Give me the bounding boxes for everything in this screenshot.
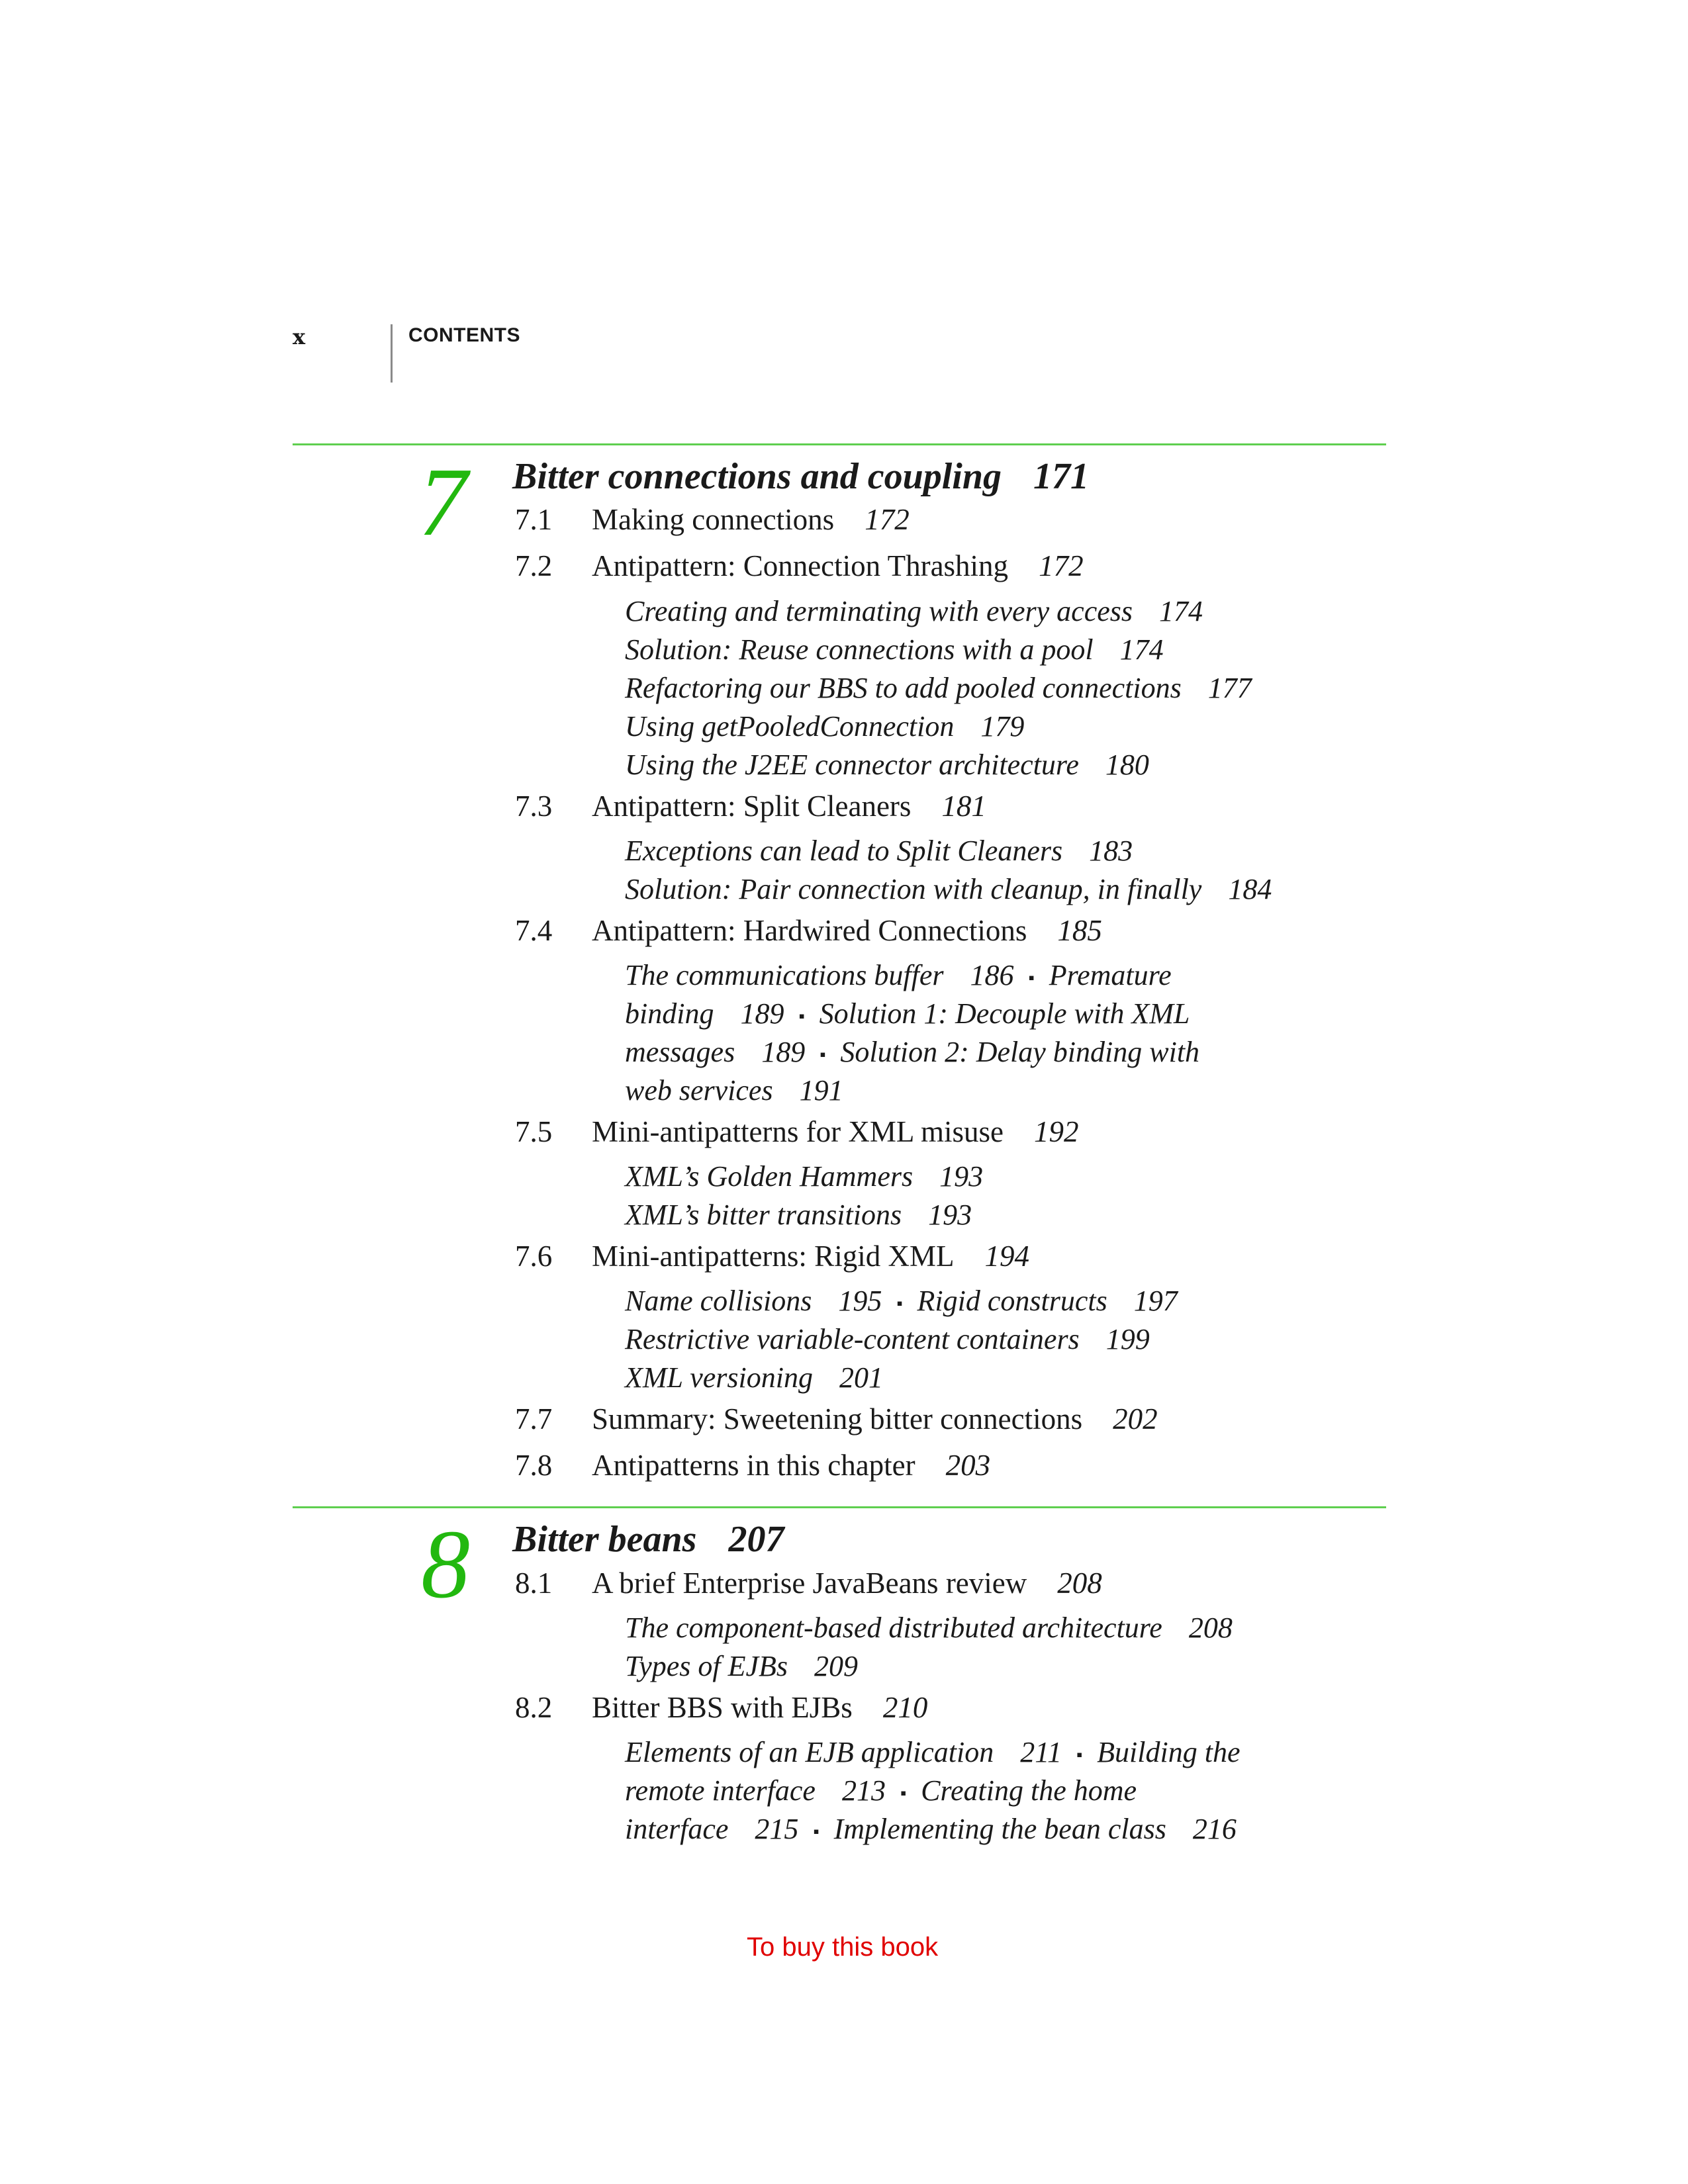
- section-title: Antipattern: Connection Thrashing: [592, 549, 1009, 582]
- subsection-title: XML’s bitter transitions: [625, 1199, 902, 1231]
- toc-subsection-run[interactable]: [625, 961, 1172, 990]
- toc-subsection[interactable]: [625, 597, 1203, 626]
- subsection-title: XML’s Golden Hammers: [625, 1160, 914, 1193]
- subsection-title: The communications buffer: [625, 959, 944, 991]
- section-number: 7.7: [515, 1402, 553, 1435]
- subsection-page: 209: [814, 1650, 859, 1682]
- toc-subsection[interactable]: [625, 875, 1272, 904]
- subsection-page: 174: [1119, 633, 1164, 666]
- subsection-title: Solution: Pair connection with cleanup, in finally: [625, 873, 1202, 905]
- subsection-title: Using getPooledConnection: [625, 710, 955, 743]
- chapter-7-title[interactable]: [512, 458, 1089, 495]
- toc-section[interactable]: [515, 1451, 990, 1480]
- section-number: 8.1: [515, 1567, 553, 1600]
- subsection-title: Types of EJBs: [625, 1650, 788, 1682]
- toc-section[interactable]: [515, 916, 1102, 946]
- section-title: Antipattern: Hardwired Connections: [592, 914, 1027, 947]
- chapter-8-title[interactable]: [512, 1521, 784, 1558]
- section-page: 194: [984, 1240, 1029, 1273]
- subsection-page: 201: [839, 1361, 883, 1394]
- section-title: Bitter BBS with EJBs: [592, 1691, 853, 1724]
- section-number: 7.3: [515, 790, 553, 823]
- toc-section[interactable]: [515, 792, 986, 821]
- bullet-separator: ▪: [1076, 1745, 1083, 1764]
- toc-section[interactable]: [515, 1569, 1102, 1598]
- subsection-title: Elements of an EJB application: [625, 1736, 994, 1768]
- toc-subsection[interactable]: [625, 1201, 972, 1230]
- subsection-page: 191: [799, 1074, 843, 1107]
- section-number: 7.6: [515, 1240, 553, 1273]
- subsection-title: binding: [625, 997, 714, 1030]
- header-divider: [391, 324, 393, 383]
- subsection-page: 177: [1207, 672, 1252, 704]
- section-title: Antipatterns in this chapter: [592, 1449, 915, 1482]
- running-title: CONTENTS: [408, 324, 520, 346]
- subsection-page: 208: [1188, 1612, 1233, 1644]
- subsection-page: 216: [1192, 1813, 1237, 1845]
- section-number: 8.2: [515, 1691, 553, 1724]
- subsection-title: Restrictive variable-content containers: [625, 1323, 1080, 1355]
- subsection-page: 211: [1020, 1736, 1062, 1768]
- subsection-title: web services: [625, 1074, 773, 1107]
- bullet-separator: ▪: [813, 1821, 820, 1841]
- subsection-title: Exceptions can lead to Split Cleaners: [625, 835, 1063, 867]
- toc-subsection[interactable]: [625, 1652, 858, 1681]
- subsection-title: Creating and terminating with every access: [625, 595, 1133, 627]
- bullet-separator: ▪: [798, 1006, 805, 1026]
- toc-subsection[interactable]: [625, 1325, 1150, 1354]
- subsection-page: 193: [939, 1160, 984, 1193]
- chapter-8-rule: [293, 1506, 1386, 1508]
- section-page: 203: [945, 1449, 991, 1482]
- bullet-separator: ▪: [1028, 968, 1035, 987]
- toc-subsection[interactable]: [625, 1363, 883, 1392]
- toc-subsection-run[interactable]: [625, 1287, 1178, 1316]
- subsection-page: 183: [1089, 835, 1133, 867]
- section-title: Mini-antipatterns for XML misuse: [592, 1115, 1004, 1148]
- toc-subsection-run[interactable]: [625, 999, 1190, 1028]
- subsection-title: Premature: [1049, 959, 1172, 991]
- subsection-title: XML versioning: [625, 1361, 813, 1394]
- subsection-title: messages: [625, 1036, 735, 1068]
- subsection-page: 197: [1133, 1285, 1178, 1317]
- subsection-page: 184: [1228, 873, 1272, 905]
- subsection-title: Refactoring our BBS to add pooled connections: [625, 672, 1182, 704]
- subsection-title: interface: [625, 1813, 729, 1845]
- section-page: 202: [1113, 1402, 1158, 1435]
- toc-subsection[interactable]: [625, 1162, 983, 1191]
- subsection-page: 189: [761, 1036, 806, 1068]
- chapter-title-text: Bitter connections and coupling: [512, 456, 1002, 497]
- subsection-page: 213: [841, 1774, 886, 1807]
- bullet-separator: ▪: [820, 1044, 826, 1064]
- subsection-title: Solution 2: Delay binding with: [840, 1036, 1200, 1068]
- subsection-page: 199: [1105, 1323, 1150, 1355]
- subsection-title: Solution 1: Decouple with XML: [819, 997, 1190, 1030]
- section-page: 185: [1057, 914, 1102, 947]
- toc-subsection-run[interactable]: [625, 1776, 1137, 1805]
- subsection-title: remote interface: [625, 1774, 816, 1807]
- toc-subsection-run[interactable]: [625, 1038, 1199, 1067]
- toc-subsection-run[interactable]: [625, 1738, 1240, 1767]
- section-title: Antipattern: Split Cleaners: [592, 790, 912, 823]
- subsection-page: 174: [1159, 595, 1203, 627]
- section-page: 172: [865, 503, 910, 536]
- subsection-page: 215: [755, 1813, 799, 1845]
- toc-subsection[interactable]: [625, 751, 1149, 780]
- toc-section[interactable]: [515, 1404, 1158, 1434]
- toc-subsection[interactable]: [625, 837, 1133, 866]
- chapter-page: 171: [1033, 456, 1089, 497]
- toc-subsection[interactable]: [625, 712, 1024, 741]
- subsection-title: The component-based distributed architecture: [625, 1612, 1162, 1644]
- section-title: A brief Enterprise JavaBeans review: [592, 1567, 1027, 1600]
- chapter-7-number: 7: [418, 448, 467, 557]
- subsection-title: Implementing the bean class: [833, 1813, 1166, 1845]
- subsection-title: Name collisions: [625, 1285, 812, 1317]
- subsection-title: Using the J2EE connector architecture: [625, 749, 1079, 781]
- toc-section[interactable]: [515, 1693, 927, 1723]
- subsection-title: Rigid constructs: [917, 1285, 1107, 1317]
- section-page: 210: [882, 1691, 928, 1724]
- chapter-8-number: 8: [421, 1510, 470, 1619]
- bullet-separator: ▪: [900, 1783, 907, 1803]
- section-page: 181: [941, 790, 986, 823]
- toc-subsection-run[interactable]: [625, 1076, 843, 1105]
- section-page: 192: [1033, 1115, 1079, 1148]
- toc-section[interactable]: [515, 551, 1084, 581]
- section-number: 7.1: [515, 503, 553, 536]
- bullet-separator: ▪: [896, 1293, 903, 1313]
- subsection-title: Solution: Reuse connections with a pool: [625, 633, 1094, 666]
- subsection-page: 186: [970, 959, 1014, 991]
- subsection-page: 193: [928, 1199, 972, 1231]
- toc-subsection[interactable]: [625, 635, 1164, 664]
- toc-subsection-run[interactable]: [625, 1815, 1237, 1844]
- subsection-page: 195: [838, 1285, 882, 1317]
- toc-section[interactable]: [515, 1242, 1029, 1271]
- subsection-page: 179: [980, 710, 1025, 743]
- subsection-page: 189: [740, 997, 784, 1030]
- section-number: 7.4: [515, 914, 553, 947]
- chapter-title-text: Bitter beans: [512, 1519, 697, 1560]
- toc-subsection[interactable]: [625, 1614, 1233, 1643]
- section-number: 7.2: [515, 549, 553, 582]
- toc-subsection[interactable]: [625, 674, 1252, 703]
- section-title: Mini-antipatterns: Rigid XML: [592, 1240, 955, 1273]
- subsection-page: 180: [1105, 749, 1149, 781]
- section-page: 208: [1057, 1567, 1102, 1600]
- section-number: 7.8: [515, 1449, 553, 1482]
- toc-section[interactable]: [515, 1117, 1078, 1147]
- subsection-title: Building the: [1097, 1736, 1241, 1768]
- chapter-page: 207: [728, 1519, 784, 1560]
- section-number: 7.5: [515, 1115, 553, 1148]
- page-number: x: [293, 324, 306, 349]
- buy-book-link[interactable]: To buy this book: [747, 1933, 939, 1962]
- chapter-7-rule: [293, 443, 1386, 445]
- subsection-title: Creating the home: [921, 1774, 1137, 1807]
- section-title: Summary: Sweetening bitter connections: [592, 1402, 1083, 1435]
- section-title: Making connections: [592, 503, 835, 536]
- section-page: 172: [1039, 549, 1084, 582]
- toc-section[interactable]: [515, 505, 910, 535]
